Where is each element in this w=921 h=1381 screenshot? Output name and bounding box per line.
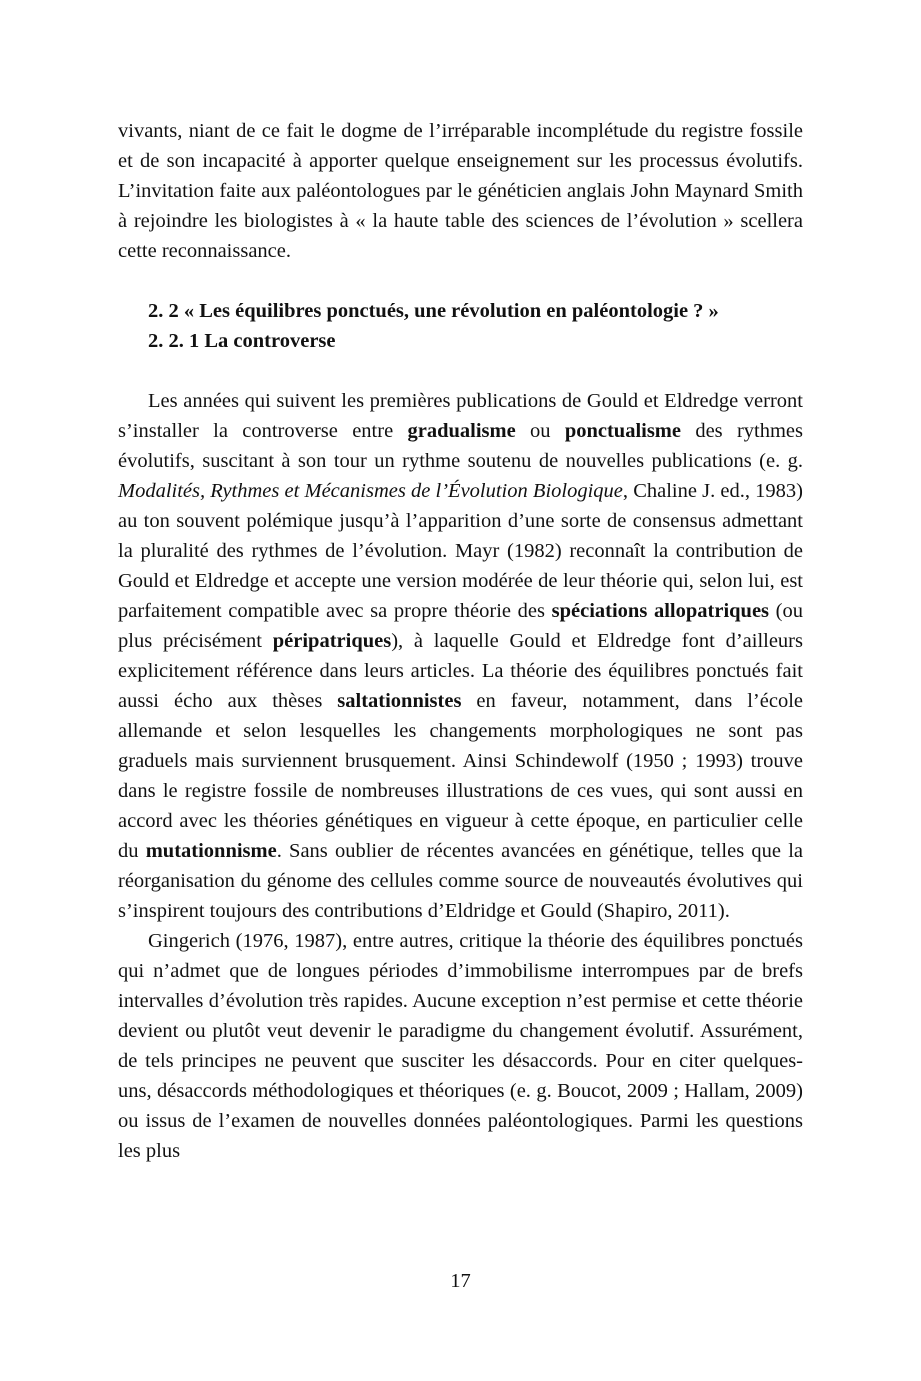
paragraph-1: vivants, niant de ce fait le dogme de l’irréparable incomplétude du registre fossile et de son incapacité à apporter quelque enseignement sur les processus évolutifs. L’invitation faite aux paléontologues par le généticien anglais John Maynard Smith à rejoindre les biologistes à « la haute table des sciences de l’évolution » scellera cette reconnaissance.	[118, 120, 803, 262]
text-run: ), à laquelle Gould et Eldredge font d’ailleurs explicitement référence dans leurs articles. La théorie des équilibres ponctués fait aussi écho aux thèses	[118, 630, 803, 712]
paragraph-2	[118, 386, 803, 926]
term-gradualisme: gradualisme	[407, 420, 516, 442]
text-run: des rythmes évolutifs, suscitant à son tour un rythme soutenu de nouvelles publications (e. g.	[118, 420, 803, 472]
term-speciations-allopatriques: spéciations allopatriques	[551, 600, 770, 622]
text-run: Les années qui suivent les premières publications de Gould et Eldredge verront s’installer la controverse entre	[118, 390, 803, 442]
term-mutationnisme: mutationnisme	[145, 840, 277, 862]
subsection-heading: 2. 2. 1 La controverse	[148, 330, 336, 352]
term-peripatriques: péripatriques	[272, 630, 392, 652]
text-run: ou	[515, 420, 565, 442]
text-run: (ou plus précisément	[118, 600, 804, 652]
section-heading: 2. 2 « Les équilibres ponctués, une révolution en paléontologie ? »	[148, 300, 719, 322]
text-run: , Chaline J. ed., 1983) au ton souvent polémique jusqu’à l’apparition d’une sorte de consensus admettant la pluralité des rythmes de l’évolution. Mayr (1982) reconnaît la contribution de Gould et Eldredge et accepte une version modérée de leur théorie qui, selon lui, est parfaitement compatible avec sa propre théorie des	[118, 480, 803, 622]
text-run: en faveur, notamment, dans l’école allemande et selon lesquelles les changements morphologiques ne sont pas graduels mais surviennent brusquement. Ainsi Schindewolf (1950 ; 1993) trouve dans le registre fossile de nombreuses illustrations de ces vues, qui sont aussi en accord avec les théories génétiques en vigueur à cette époque, en particulier celle du	[118, 690, 803, 862]
text-run: . Sans oublier de récentes avancées en génétique, telles que la réorganisation du génome des cellules comme source de nouveautés évolutives qui s’inspirent toujours des contributions d’Eldridge et Gould (Shapiro, 2011).	[118, 840, 804, 922]
term-ponctualisme: ponctualisme	[564, 420, 681, 442]
page-body	[118, 116, 803, 1166]
page-number: 17	[450, 1270, 471, 1292]
paragraph-3: Gingerich (1976, 1987), entre autres, critique la théorie des équilibres ponctués qui n’admet que de longues périodes d’immobilisme interrompues par de brefs intervalles d’évolution très rapides. Aucune exception n’est permise et cette théorie devient ou plutôt veut devenir le paradigme du changement évolutif. Assurément, de tels principes ne peuvent que susciter les désaccords. Pour en citer quelques-uns, désaccords méthodologiques et théoriques (e. g. Boucot, 2009 ; Hallam, 2009) ou issus de l’examen de nouvelles données paléontologiques. Parmi les questions les plus	[118, 930, 803, 1162]
book-title: Modalités, Rythmes et Mécanismes de l’Évolution Biologique	[118, 480, 623, 502]
term-saltationnistes: saltationnistes	[337, 690, 462, 712]
